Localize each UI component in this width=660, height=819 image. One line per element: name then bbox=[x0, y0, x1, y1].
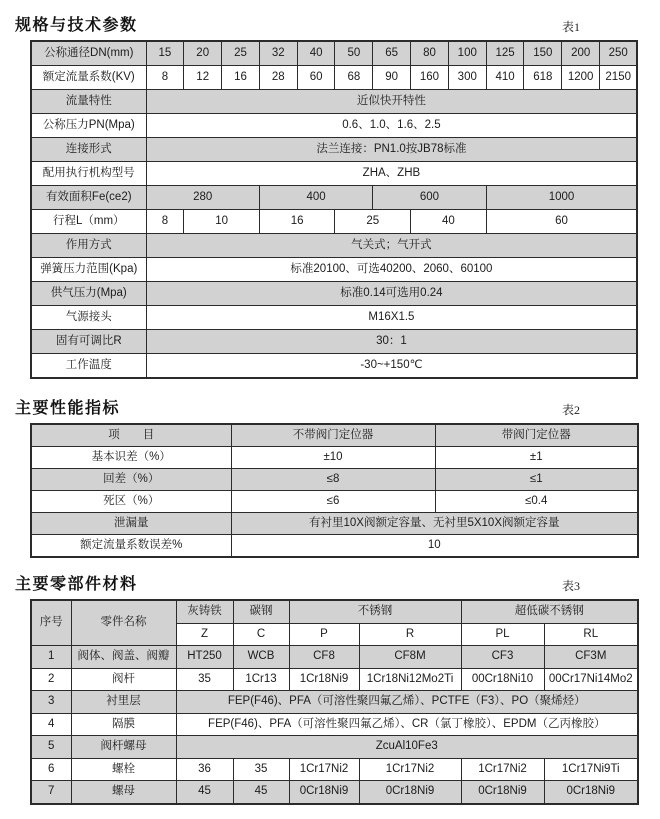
spec-table-cell: 16 bbox=[222, 66, 260, 90]
spec-table-cell: 600 bbox=[373, 186, 486, 210]
spec-table-cell: 公称压力PN(Mpa) bbox=[31, 114, 146, 138]
section-gap bbox=[0, 558, 660, 571]
spec-table-cell: 160 bbox=[411, 66, 449, 90]
materials-table-cell: FEP(F46)、PFA（可溶性聚四氟乙烯）、PCTFE（F3）、PO（聚烯烃） bbox=[176, 691, 638, 714]
performance-table-cell: ≤8 bbox=[231, 469, 435, 491]
materials-table-row bbox=[31, 600, 638, 623]
spec-table-cell: 25 bbox=[222, 41, 260, 66]
performance-table-row bbox=[31, 535, 638, 558]
spec-table-cell: 1200 bbox=[562, 66, 600, 90]
spec-table-cell: 200 bbox=[562, 41, 600, 66]
materials-table-row bbox=[31, 646, 638, 669]
table1-ref-label: 表1 bbox=[561, 20, 580, 34]
materials-table-cell: 灰铸铁 bbox=[176, 600, 233, 623]
performance-table-cell: 回差（%） bbox=[31, 469, 231, 491]
spec-table-row bbox=[31, 210, 637, 234]
performance-table-row bbox=[31, 513, 638, 535]
section-head-materials bbox=[15, 571, 637, 594]
materials-table-cell: 35 bbox=[233, 758, 289, 781]
materials-table-cell: 1Cr18Ni9 bbox=[289, 668, 359, 691]
spec-table-cell: 流量特性 bbox=[31, 90, 146, 114]
spec-table-cell: 100 bbox=[448, 41, 486, 66]
materials-table-cell: 00Cr18Ni10 bbox=[461, 668, 544, 691]
spec-table-cell: 410 bbox=[486, 66, 524, 90]
spec-table-row bbox=[31, 66, 637, 90]
materials-table-cell: C bbox=[233, 623, 289, 646]
spec-table-row bbox=[31, 306, 637, 330]
materials-table-cell: 2 bbox=[31, 668, 71, 691]
spec-table-row bbox=[31, 162, 637, 186]
spec-table-row bbox=[31, 354, 637, 379]
table3-ref-label: 表3 bbox=[561, 579, 580, 593]
spec-table-cell: 供气压力(Mpa) bbox=[31, 282, 146, 306]
spec-table-cell: 气源接头 bbox=[31, 306, 146, 330]
spec-table-cell: 固有可调比R bbox=[31, 330, 146, 354]
spec-table-cell: 25 bbox=[335, 210, 411, 234]
performance-table-row bbox=[31, 491, 638, 513]
spec-table-cell: 90 bbox=[373, 66, 411, 90]
materials-table-cell: 螺母 bbox=[71, 781, 176, 804]
materials-table-row bbox=[31, 758, 638, 781]
spec-table-cell: 工作温度 bbox=[31, 354, 146, 379]
materials-table-cell: 0Cr18Ni9 bbox=[359, 781, 461, 804]
spec-table-row bbox=[31, 138, 637, 162]
materials-table-cell: 1Cr13 bbox=[233, 668, 289, 691]
materials-table-row bbox=[31, 691, 638, 714]
materials-table-cell: ZcuAl10Fe3 bbox=[176, 736, 638, 759]
materials-table-cell: 不锈钢 bbox=[289, 600, 461, 623]
spec-table-cell: 618 bbox=[524, 66, 562, 90]
performance-table-cell: 基本识差（%） bbox=[31, 447, 231, 469]
performance-table-cell: 死区（%） bbox=[31, 491, 231, 513]
spec-table-cell: 10 bbox=[184, 210, 260, 234]
materials-table-cell: R bbox=[359, 623, 461, 646]
performance-table-cell: 带阀门定位器 bbox=[435, 424, 638, 447]
spec-table-cell: 16 bbox=[259, 210, 335, 234]
spec-table-row bbox=[31, 330, 637, 354]
materials-table-cell: 7 bbox=[31, 781, 71, 804]
spec-table-cell: 弹簧压力范围(Kpa) bbox=[31, 258, 146, 282]
materials-table-cell: 1Cr17Ni2 bbox=[359, 758, 461, 781]
spec-table-cell: 40 bbox=[297, 41, 335, 66]
materials-table-cell: 衬里层 bbox=[71, 691, 176, 714]
performance-table-row bbox=[31, 469, 638, 491]
spec-table-cell: 标准20100、可选40200、2060、60100 bbox=[146, 258, 637, 282]
materials-table-cell: 碳钢 bbox=[233, 600, 289, 623]
spec-table-row bbox=[31, 186, 637, 210]
performance-table-cell: 10 bbox=[231, 535, 638, 558]
performance-table-cell: ≤6 bbox=[231, 491, 435, 513]
spec-table-row bbox=[31, 90, 637, 114]
materials-table-cell: FEP(F46)、PFA（可溶性聚四氟乙烯）、CR（氯丁橡胶）、EPDM（乙丙橡胶） bbox=[176, 713, 638, 736]
spec-table-cell: 250 bbox=[600, 41, 638, 66]
section-head-performance bbox=[15, 395, 637, 418]
spec-table-cell: 15 bbox=[146, 41, 184, 66]
spec-table-cell: 近似快开特性 bbox=[146, 90, 637, 114]
spec-table-cell: 60 bbox=[297, 66, 335, 90]
performance-table-cell: ≤0.4 bbox=[435, 491, 638, 513]
spec-table-cell: 公称通径DN(mm) bbox=[31, 41, 146, 66]
spec-table-cell: 行程L（mm） bbox=[31, 210, 146, 234]
spec-table-cell: 2150 bbox=[600, 66, 638, 90]
materials-table-cell: 隔膜 bbox=[71, 713, 176, 736]
materials-table-cell: 35 bbox=[176, 668, 233, 691]
materials-table-cell: 4 bbox=[31, 713, 71, 736]
spec-table-cell: M16X1.5 bbox=[146, 306, 637, 330]
performance-table-row bbox=[31, 424, 638, 447]
materials-table-cell: 零件名称 bbox=[71, 600, 176, 646]
performance-table-cell: ±1 bbox=[435, 447, 638, 469]
performance-table-cell: ±10 bbox=[231, 447, 435, 469]
section-title-performance: 主要性能指标 bbox=[15, 400, 121, 417]
spec-table-cell: 额定流量系数(KV) bbox=[31, 66, 146, 90]
materials-table-cell: P bbox=[289, 623, 359, 646]
section-head-specs bbox=[15, 12, 637, 35]
materials-table-cell: 1Cr17Ni9Ti bbox=[544, 758, 638, 781]
materials-table-row bbox=[31, 736, 638, 759]
materials-table-cell: 0Cr18Ni9 bbox=[289, 781, 359, 804]
materials-table-cell: 45 bbox=[233, 781, 289, 804]
spec-table-cell: ZHA、ZHB bbox=[146, 162, 637, 186]
spec-table-cell: 30：1 bbox=[146, 330, 637, 354]
materials-table-row bbox=[31, 668, 638, 691]
materials-table-cell: 45 bbox=[176, 781, 233, 804]
spec-table-cell: 连接形式 bbox=[31, 138, 146, 162]
spec-table-cell: 125 bbox=[486, 41, 524, 66]
spec-table-cell: 12 bbox=[184, 66, 222, 90]
spec-table-row bbox=[31, 114, 637, 138]
spec-table-cell: 8 bbox=[146, 210, 184, 234]
section-gap bbox=[0, 379, 660, 395]
materials-table-cell: 阀杆螺母 bbox=[71, 736, 176, 759]
spec-table-row bbox=[31, 41, 637, 66]
materials-table-cell: 36 bbox=[176, 758, 233, 781]
spec-table-cell: 法兰连接：PN1.0按JB78标准 bbox=[146, 138, 637, 162]
spec-table-cell: 配用执行机构型号 bbox=[31, 162, 146, 186]
materials-table-cell: 阀杆 bbox=[71, 668, 176, 691]
spec-table-cell: 80 bbox=[411, 41, 449, 66]
materials-table-cell: 0Cr18Ni9 bbox=[461, 781, 544, 804]
materials-table-cell: 超低碳不锈钢 bbox=[461, 600, 638, 623]
materials-table-cell: HT250 bbox=[176, 646, 233, 669]
spec-table-cell: 280 bbox=[146, 186, 259, 210]
materials-table-cell: 0Cr18Ni9 bbox=[544, 781, 638, 804]
performance-table-cell: 额定流量系数误差% bbox=[31, 535, 231, 558]
spec-table-cell: 标准0.14可选用0.24 bbox=[146, 282, 637, 306]
performance-table-cell: 有衬里10X阀额定容量、无衬里5X10X阀额定容量 bbox=[231, 513, 638, 535]
spec-table-cell: 32 bbox=[259, 41, 297, 66]
materials-table-cell: PL bbox=[461, 623, 544, 646]
materials-table bbox=[30, 599, 639, 805]
spec-table-cell: 40 bbox=[411, 210, 487, 234]
performance-table-cell: ≤1 bbox=[435, 469, 638, 491]
table2-ref-label: 表2 bbox=[561, 403, 580, 417]
performance-table-cell: 泄漏量 bbox=[31, 513, 231, 535]
spec-table-cell: 20 bbox=[184, 41, 222, 66]
spec-table-row bbox=[31, 234, 637, 258]
materials-table-cell: CF8M bbox=[359, 646, 461, 669]
spec-table-cell: 68 bbox=[335, 66, 373, 90]
section-title-specs: 规格与技术参数 bbox=[15, 17, 138, 34]
spec-table-cell: 28 bbox=[259, 66, 297, 90]
spec-table-cell: 300 bbox=[448, 66, 486, 90]
materials-table-cell: 6 bbox=[31, 758, 71, 781]
performance-table-cell: 不带阀门定位器 bbox=[231, 424, 435, 447]
spec-table-cell: 400 bbox=[259, 186, 372, 210]
materials-table-row bbox=[31, 713, 638, 736]
materials-table-cell: 1Cr17Ni2 bbox=[289, 758, 359, 781]
spec-table-cell: 150 bbox=[524, 41, 562, 66]
spec-table-cell: 50 bbox=[335, 41, 373, 66]
materials-table-cell: 阀体、阀盖、阀瓣 bbox=[71, 646, 176, 669]
materials-table-cell: 螺栓 bbox=[71, 758, 176, 781]
materials-table-cell: CF3M bbox=[544, 646, 638, 669]
performance-table bbox=[30, 423, 639, 558]
spec-table-cell: 有效面积Fe(ce2) bbox=[31, 186, 146, 210]
materials-table-cell: WCB bbox=[233, 646, 289, 669]
materials-table-cell: 1Cr17Ni2 bbox=[461, 758, 544, 781]
materials-table-cell: 5 bbox=[31, 736, 71, 759]
materials-table-cell: CF3 bbox=[461, 646, 544, 669]
spec-table-cell: 0.6、1.0、1.6、2.5 bbox=[146, 114, 637, 138]
spec-table bbox=[30, 40, 638, 379]
materials-table-cell: 3 bbox=[31, 691, 71, 714]
section-title-materials: 主要零部件材料 bbox=[15, 576, 138, 593]
materials-table-cell: 00Cr17Ni14Mo2 bbox=[544, 668, 638, 691]
spec-table-cell: 8 bbox=[146, 66, 184, 90]
spec-table-cell: 气关式；气开式 bbox=[146, 234, 637, 258]
spec-table-cell: -30~+150℃ bbox=[146, 354, 637, 379]
materials-table-cell: RL bbox=[544, 623, 638, 646]
materials-table-row bbox=[31, 781, 638, 804]
materials-table-cell: 1Cr18Ni12Mo2Ti bbox=[359, 668, 461, 691]
spec-table-cell: 65 bbox=[373, 41, 411, 66]
performance-table-cell: 项 目 bbox=[31, 424, 231, 447]
materials-table-cell: CF8 bbox=[289, 646, 359, 669]
spec-table-cell: 作用方式 bbox=[31, 234, 146, 258]
materials-table-cell: Z bbox=[176, 623, 233, 646]
spec-table-cell: 1000 bbox=[486, 186, 637, 210]
materials-table-cell: 序号 bbox=[31, 600, 71, 646]
spec-table-row bbox=[31, 282, 637, 306]
materials-table-cell: 1 bbox=[31, 646, 71, 669]
spec-table-cell: 60 bbox=[486, 210, 637, 234]
performance-table-row bbox=[31, 447, 638, 469]
spec-table-row bbox=[31, 258, 637, 282]
